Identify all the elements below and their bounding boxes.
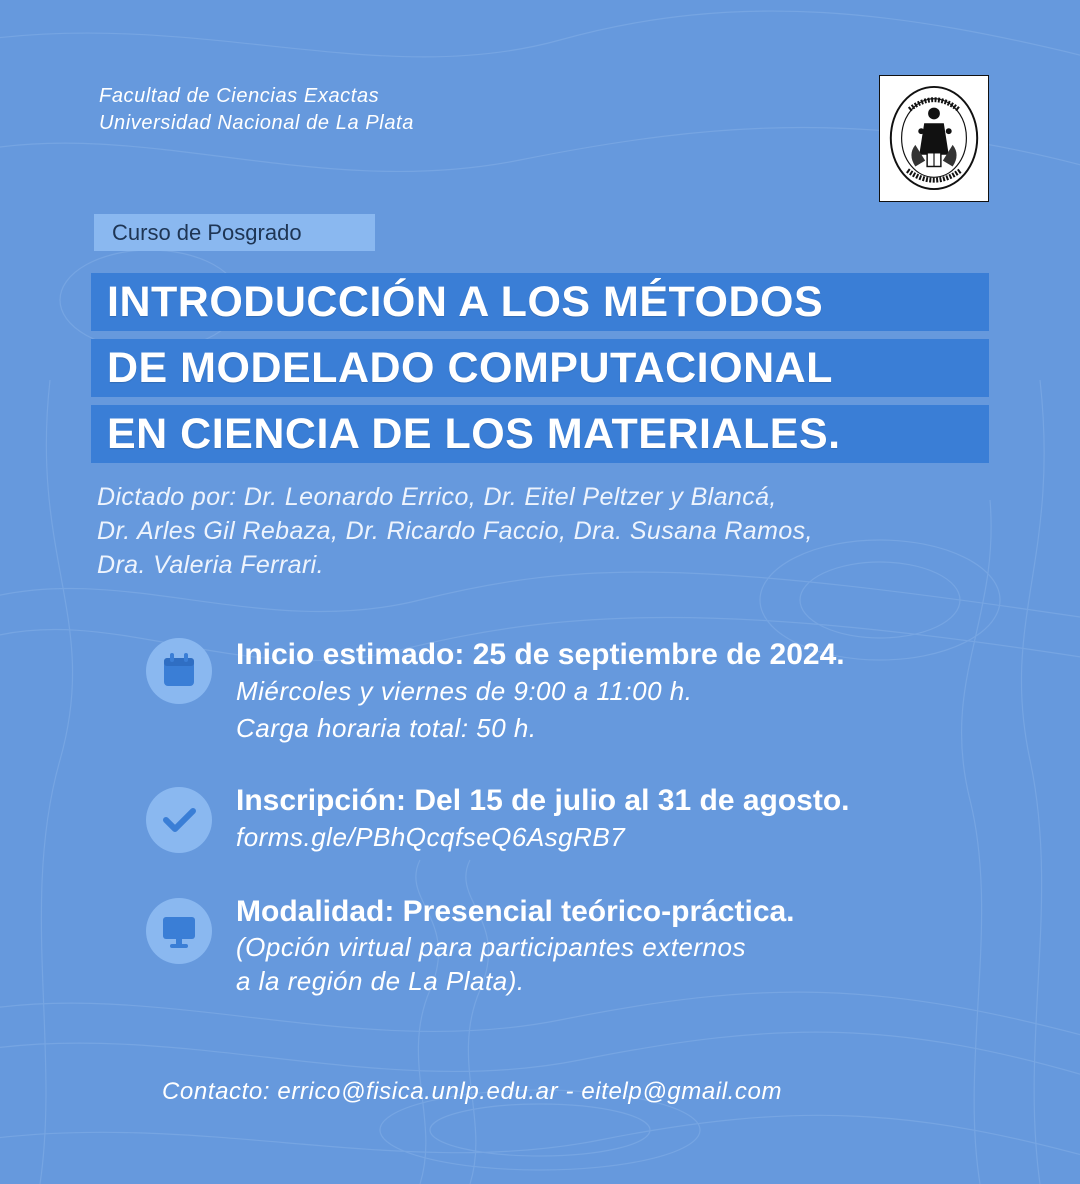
title-line-2: DE MODELADO COMPUTACIONAL — [91, 339, 989, 397]
title-line-3: EN CIENCIA DE LOS MATERIALES. — [91, 405, 989, 463]
title-line-1: INTRODUCCIÓN A LOS MÉTODOS — [91, 273, 989, 331]
modality-label: Modalidad: — [236, 895, 395, 928]
registration-form-link[interactable]: forms.gle/PBhQcqfseQ6AsgRB7 — [236, 822, 626, 852]
institution-university: Universidad Nacional de La Plata — [99, 112, 414, 134]
university-seal — [879, 75, 989, 202]
registration-block — [236, 783, 850, 856]
modality-value: Presencial teórico-práctica. — [402, 895, 795, 928]
schedule-block — [236, 637, 845, 747]
schedule-heading — [236, 637, 845, 673]
modality-heading — [236, 894, 795, 930]
monitor-icon — [146, 898, 212, 964]
schedule-days: Miércoles y viernes de 9:00 a 11:00 h. — [236, 676, 693, 706]
schedule-start-date: 25 de septiembre de 2024. — [472, 638, 845, 671]
calendar-icon — [146, 638, 212, 704]
lecturers-line-2: Dr. Arles Gil Rebaza, Dr. Ricardo Faccio, Dra. Susana Ramos, — [97, 517, 813, 545]
course-type-badge: Curso de Posgrado — [94, 214, 375, 251]
registration-dates: Del 15 de julio al 31 de agosto. — [414, 784, 850, 817]
unlp-seal-icon — [880, 76, 988, 201]
institution-block — [99, 83, 414, 137]
modality-note-line-1: (Opción virtual para participantes externos — [236, 932, 746, 962]
schedule-label: Inicio estimado: — [236, 638, 465, 671]
modality-note-line-2: a la región de La Plata). — [236, 966, 525, 996]
modality-block — [236, 894, 795, 998]
registration-heading — [236, 783, 850, 819]
institution-faculty: Facultad de Ciencias Exactas — [99, 85, 380, 107]
checkmark-icon — [146, 787, 212, 853]
lecturers-block — [97, 480, 977, 582]
lecturers-line-3: Dra. Valeria Ferrari. — [97, 551, 324, 579]
contact-line: Contacto: errico@fisica.unlp.edu.ar - eitelp@gmail.com — [162, 1078, 783, 1105]
registration-label: Inscripción: — [236, 784, 407, 817]
schedule-total-hours: Carga horaria total: 50 h. — [236, 713, 537, 743]
lecturers-line-1: Dictado por: Dr. Leonardo Errico, Dr. Eitel Peltzer y Blancá, — [97, 483, 777, 511]
